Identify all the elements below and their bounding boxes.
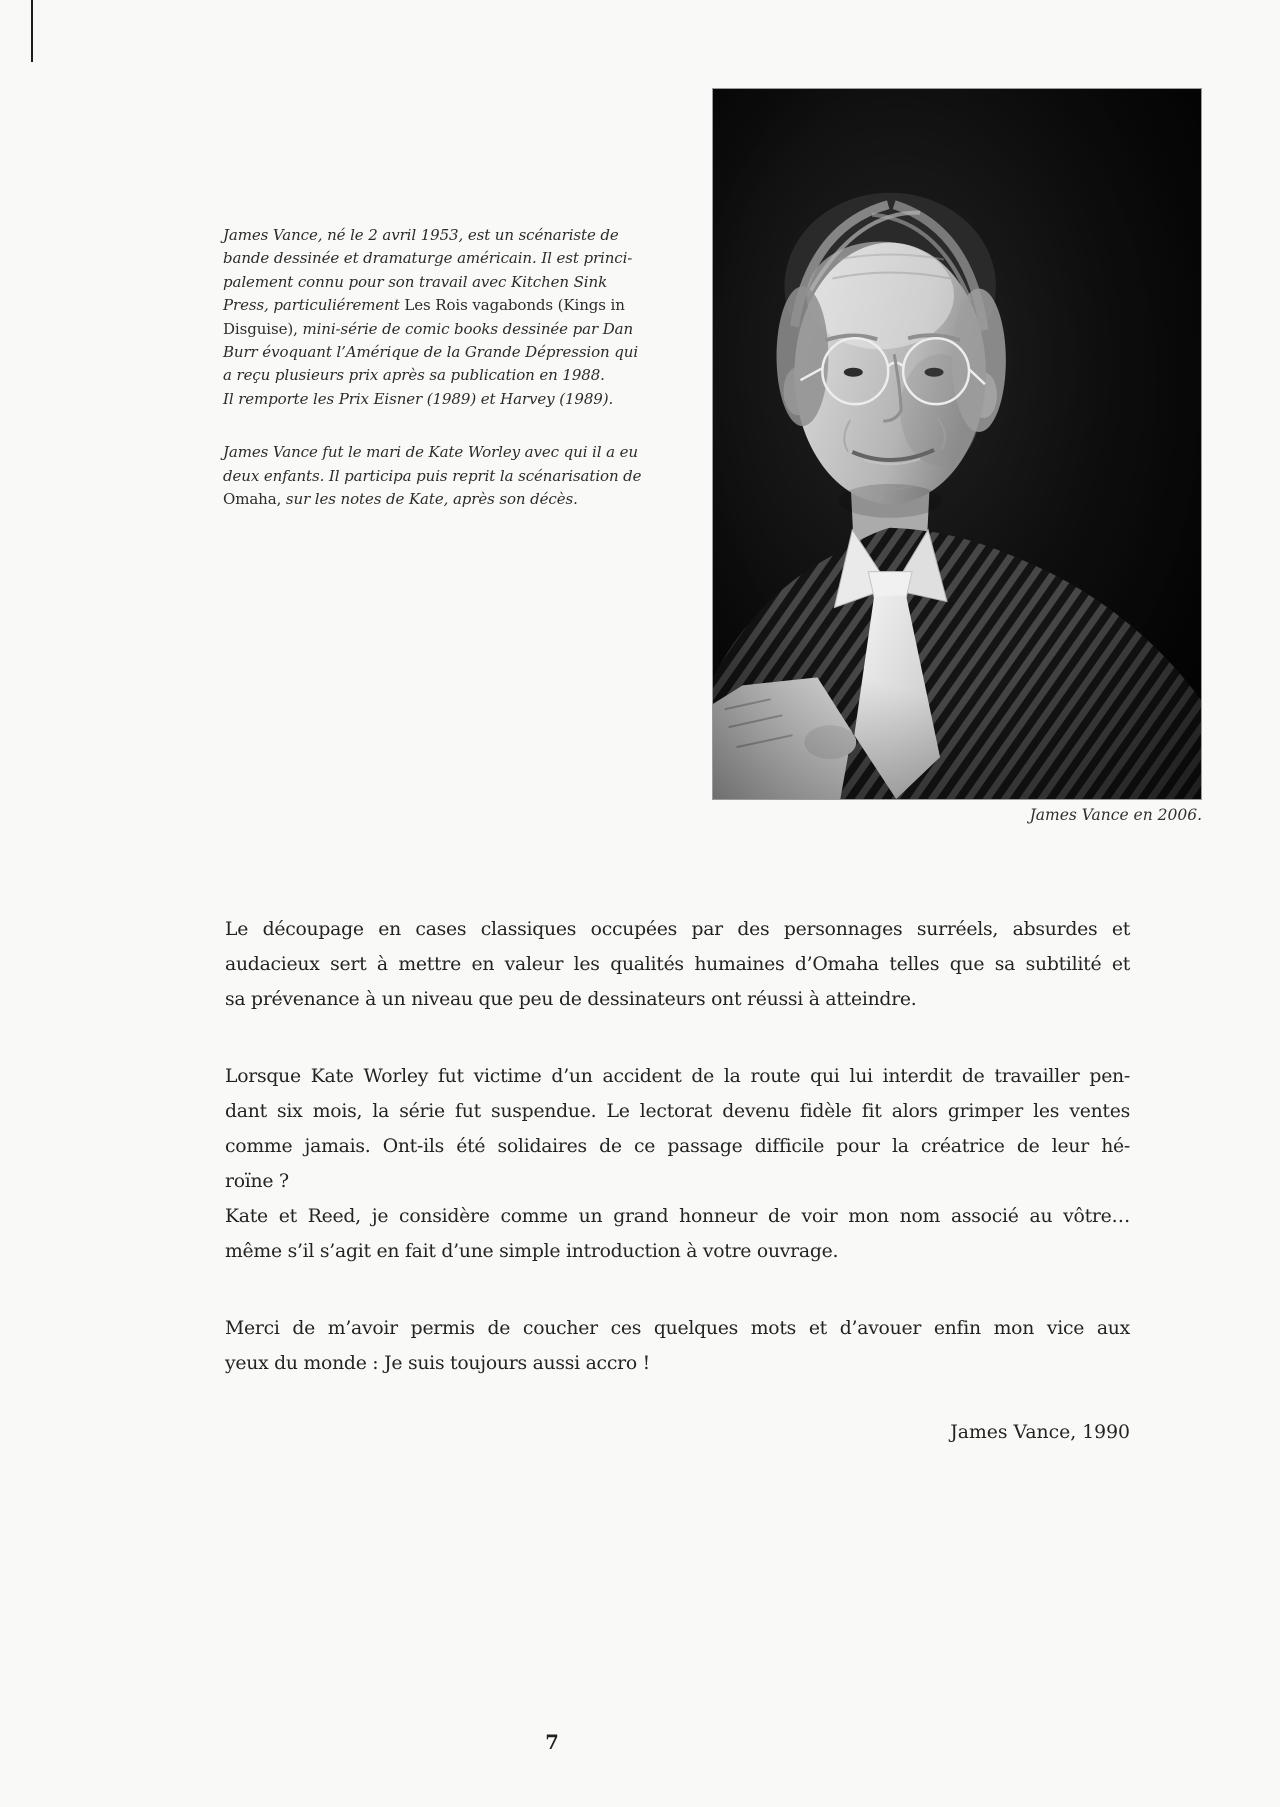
author-bio [223, 224, 655, 511]
body-text-line: comme jamais. Ont-ils été solidaires de ce passage difficile pour la créatrice de leur hé- [225, 1136, 1130, 1157]
intro-text [225, 912, 1130, 1423]
bio-line [223, 224, 655, 247]
bio-line [223, 341, 655, 364]
paragraph-2 [225, 1059, 1130, 1269]
bio-text-segment: mini-série de comic books dessinée par Dan [302, 319, 634, 338]
body-text-line: même s’il s’agit en fait d’une simple introduction à votre ouvrage. [225, 1241, 839, 1262]
bio-paragraph-1 [223, 224, 655, 411]
paragraph-1 [225, 912, 1130, 1017]
body-text-line: Le découpage en cases classiques occupées par des personnages surréels, absurdes et [225, 919, 1130, 940]
bio-text-segment: palement connu pour son travail avec Kitchen Sink [223, 272, 608, 291]
bio-line [223, 388, 655, 411]
bio-line [223, 465, 655, 488]
bio-text-segment: Il remporte les Prix Eisner (1989) et Harvey (1989). [223, 389, 614, 408]
bio-paragraph-2 [223, 441, 655, 511]
body-text-line: roïne ? [225, 1171, 289, 1192]
bio-line [223, 271, 655, 294]
body-text-line: dant six mois, la série fut suspendue. Le lectorat devenu fidèle fit alors grimper les ventes [225, 1101, 1130, 1122]
body-text-line: Lorsque Kate Worley fut victime d’un accident de la route qui lui interdit de travailler pen- [225, 1066, 1130, 1087]
bio-title-segment: Disguise), [223, 319, 303, 338]
bio-text-segment: sur les notes de Kate, après son décès. [285, 490, 578, 509]
signature: James Vance, 1990 [950, 1422, 1130, 1443]
paragraph-3 [225, 1311, 1130, 1381]
bio-text-segment: a reçu plusieurs prix après sa publication en 1988. [223, 366, 605, 385]
page-number: 7 [545, 1731, 559, 1754]
body-text-line: sa prévenance à un niveau que peu de dessinateurs ont réussi à atteindre. [225, 989, 917, 1010]
bio-title-segment: Omaha, [223, 490, 286, 509]
bio-text-segment: James Vance, né le 2 avril 1953, est un scénariste de [223, 226, 619, 244]
body-text-line: audacieux sert à mettre en valeur les qualités humaines d’Omaha telles que sa subtilité et [225, 954, 1130, 975]
bio-title-segment: Les Rois vagabonds (Kings in [404, 296, 625, 315]
bio-line [223, 294, 655, 317]
portrait-photo [712, 88, 1202, 800]
bio-line [223, 488, 655, 511]
bio-text-segment: Burr évoquant l’Amérique de la Grande Dépression qui [223, 343, 639, 362]
body-text-line: Kate et Reed, je considère comme un grand honneur de voir mon nom associé au vôtre… [225, 1206, 1130, 1227]
bio-text-segment: James Vance fut le mari de Kate Worley avec qui il a eu [223, 443, 638, 462]
bio-text-segment: Press, particuliérement [223, 296, 405, 315]
bio-line [223, 441, 655, 464]
bio-line [223, 318, 655, 341]
bio-line [223, 364, 655, 387]
bio-text-segment: bande dessinée et dramaturge américain. Il est princi- [223, 249, 633, 268]
body-text-line: Merci de m’avoir permis de coucher ces quelques mots et d’avouer enfin mon vice aux [225, 1318, 1130, 1339]
bio-text-segment: deux enfants. Il participa puis reprit la scénarisation de [223, 466, 642, 485]
crop-mark [31, 0, 33, 62]
photo-caption: James Vance en 2006. [1029, 806, 1202, 824]
body-text-line: yeux du monde : Je suis toujours aussi accro ! [225, 1353, 650, 1374]
portrait-photo-art [713, 89, 1201, 799]
bio-line [223, 247, 655, 270]
